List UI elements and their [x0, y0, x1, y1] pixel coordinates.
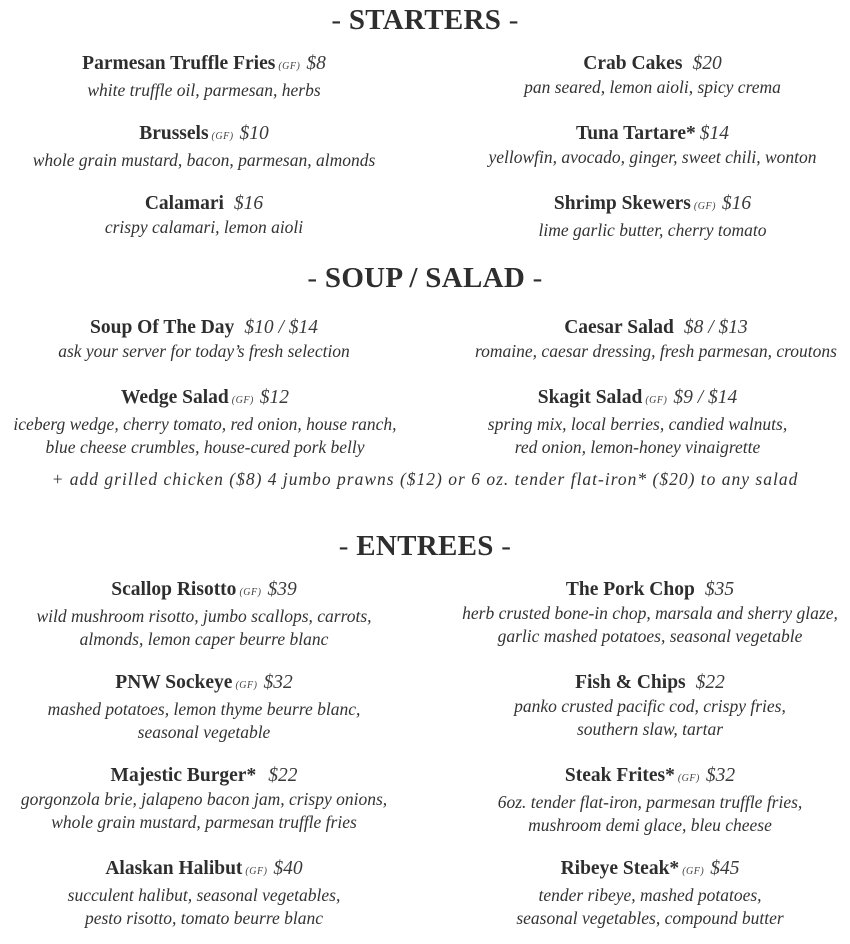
menu-item-skagit-salad	[425, 386, 850, 459]
title-dash-left: -	[331, 4, 349, 36]
item-price: $35	[704, 579, 735, 600]
item-description: panko crusted pacific cod, crispy fries,	[514, 696, 786, 716]
menu-item-shrimp-skewers	[455, 192, 850, 242]
salad-addon-note: + add grilled chicken ($8) 4 jumbo prawns ($12) or 6 oz. tender flat-iron* ($20) to any salad	[51, 469, 799, 489]
item-name: Wedge Salad	[120, 387, 229, 408]
item-price: $32	[705, 765, 736, 786]
item-price: $10 / $14	[244, 317, 318, 338]
item-description: whole grain mustard, bacon, parmesan, almonds	[32, 150, 376, 170]
section-title-text: STARTERS	[348, 4, 502, 36]
item-name: Brussels	[139, 123, 209, 144]
item-price: $16	[721, 193, 752, 214]
gluten-free-tag: (GF)	[677, 773, 700, 784]
section-title-starters	[0, 4, 850, 37]
menu-item-fish-and-chips	[450, 671, 850, 741]
title-dash-left: -	[307, 262, 325, 294]
item-description: red onion, lemon-honey vinaigrette	[514, 437, 761, 457]
section-title-entrees	[0, 530, 850, 563]
item-description: iceberg wedge, cherry tomato, red onion, house ranch,	[13, 414, 397, 434]
item-description: mushroom demi glace, bleu cheese	[528, 815, 772, 835]
item-price: $16	[233, 193, 264, 214]
item-description: seasonal vegetable	[137, 722, 271, 742]
item-description: pan seared, lemon aioli, spicy crema	[524, 77, 781, 97]
gluten-free-tag: (GF)	[231, 395, 254, 406]
item-price: $39	[267, 579, 297, 600]
menu-item-scallop-risotto	[0, 578, 408, 651]
item-price: $22	[268, 765, 298, 786]
item-description: garlic mashed potatoes, seasonal vegetable	[497, 626, 803, 646]
section-title-text: SOUP / SALAD	[324, 262, 526, 294]
item-price: $32	[263, 672, 293, 693]
item-name: Scallop Risotto	[111, 579, 237, 600]
item-description: 6oz. tender flat-iron, parmesan truffle fries,	[497, 792, 803, 812]
title-dash-right: -	[493, 530, 512, 562]
item-name: Steak Frites*	[564, 765, 675, 786]
item-name: Ribeye Steak*	[560, 858, 680, 879]
item-name: Soup Of The Day	[90, 317, 235, 338]
item-description: succulent halibut, seasonal vegetables,	[67, 885, 341, 905]
item-name: Majestic Burger*	[110, 765, 257, 786]
item-name: Caesar Salad	[564, 317, 674, 338]
item-price: $40	[273, 858, 303, 879]
item-description: crispy calamari, lemon aioli	[104, 217, 304, 237]
item-description: wild mushroom risotto, jumbo scallops, carrots,	[36, 606, 372, 626]
item-description: southern slaw, tartar	[576, 719, 723, 739]
gluten-free-tag: (GF)	[645, 395, 668, 406]
item-description: whole grain mustard, parmesan truffle fries	[51, 812, 357, 832]
menu-item-brussels	[0, 122, 408, 172]
gluten-free-tag: (GF)	[278, 61, 301, 72]
item-name: Parmesan Truffle Fries	[82, 53, 276, 74]
item-name: Alaskan Halibut	[105, 858, 243, 879]
item-name: Shrimp Skewers	[553, 193, 691, 214]
item-name: PNW Sockeye	[115, 672, 233, 693]
item-description: almonds, lemon caper beurre blanc	[79, 629, 329, 649]
section-title-soup-salad	[0, 262, 850, 295]
item-description: ask your server for today’s fresh selection	[58, 341, 350, 361]
item-price: $20	[692, 53, 722, 74]
menu-item-soup-of-the-day	[0, 316, 408, 363]
menu-item-majestic-burger	[0, 764, 408, 834]
gluten-free-tag: (GF)	[245, 866, 268, 877]
menu-item-wedge-salad	[0, 386, 410, 459]
menu-item-calamari	[0, 192, 408, 239]
title-dash-right: -	[501, 4, 519, 36]
item-price: $22	[695, 672, 725, 693]
gluten-free-tag: (GF)	[693, 201, 716, 212]
item-price: $45	[710, 858, 740, 879]
item-price: $10	[239, 123, 269, 144]
menu-item-pork-chop	[450, 578, 850, 648]
title-dash-left: -	[338, 530, 357, 562]
item-name: Skagit Salad	[537, 387, 643, 408]
item-price: $8 / $13	[683, 317, 748, 338]
menu-item-pnw-sockeye	[0, 671, 408, 744]
item-description: pesto risotto, tomato beurre blanc	[84, 908, 324, 928]
item-description: tender ribeye, mashed potatoes,	[538, 885, 762, 905]
menu-item-ribeye-steak	[450, 857, 850, 930]
item-description: lime garlic butter, cherry tomato	[538, 220, 767, 240]
item-name: Fish & Chips	[575, 672, 686, 693]
gluten-free-tag: (GF)	[235, 680, 258, 691]
item-description: mashed potatoes, lemon thyme beurre blanc,	[47, 699, 361, 719]
item-description: seasonal vegetables, compound butter	[516, 908, 784, 928]
item-name: Crab Cakes	[583, 53, 683, 74]
menu-item-crab-cakes	[455, 52, 850, 99]
item-price: $9 / $14	[673, 387, 738, 408]
gluten-free-tag: (GF)	[682, 866, 705, 877]
section-title-text: ENTREES	[356, 530, 494, 562]
item-price: $14	[699, 123, 729, 144]
item-name: Tuna Tartare*	[575, 123, 696, 144]
menu-item-caesar-salad	[462, 316, 850, 363]
gluten-free-tag: (GF)	[239, 587, 262, 598]
title-dash-right: -	[525, 262, 543, 294]
item-description: white truffle oil, parmesan, herbs	[87, 80, 321, 100]
item-description: romaine, caesar dressing, fresh parmesan, croutons	[475, 341, 837, 361]
item-name: Calamari	[144, 193, 224, 214]
gluten-free-tag: (GF)	[211, 131, 234, 142]
item-description: spring mix, local berries, candied walnuts,	[487, 414, 788, 434]
menu-item-parmesan-truffle-fries	[0, 52, 408, 102]
item-description: yellowfin, avocado, ginger, sweet chili, wonton	[488, 147, 817, 167]
menu-item-alaskan-halibut	[0, 857, 408, 930]
item-price: $12	[259, 387, 290, 408]
item-name: The Pork Chop	[565, 579, 695, 600]
menu-item-steak-frites	[450, 764, 850, 837]
item-description: herb crusted bone-in chop, marsala and sherry glaze,	[462, 603, 838, 623]
item-description: gorgonzola brie, jalapeno bacon jam, crispy onions,	[20, 789, 388, 809]
item-description: blue cheese crumbles, house-cured pork belly	[45, 437, 365, 457]
menu-item-tuna-tartare	[455, 122, 850, 169]
item-price: $8	[306, 53, 326, 74]
